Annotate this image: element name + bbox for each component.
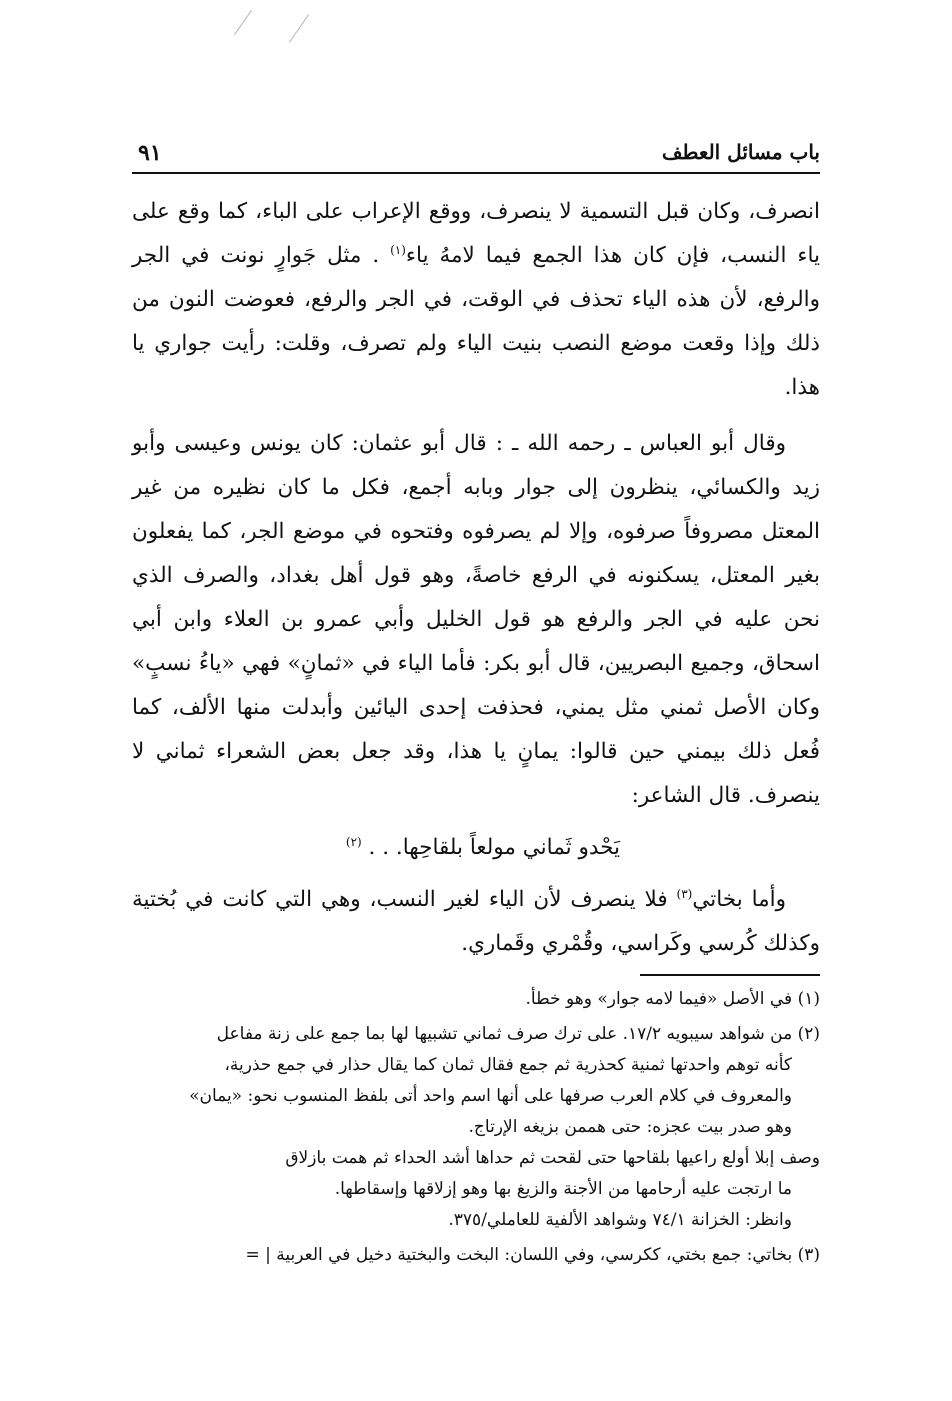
footnote-line: (٣) بخاتي: جمع بختي، ككرسي، وفي اللسان: البخت والبختية دخيل في العربية | = <box>245 1245 820 1265</box>
footnote-line: كأنه توهم واحدتها ثمنية كحذرية ثم جمع فقال ثمان كما يقال حذار في جمع حذرية، <box>224 1055 792 1075</box>
paragraph-2: وقال أبو العباس ـ رحمه الله ـ : قال أبو عثمان: كان يونس وعيسى وأبو زيد والكسائي، ينظرون إلى جوار وبابه أجمع، فكل ما كان نظيره من غير المعتل مصروفاً صرفوه، وإلا لم يصرفوه وفتحوه في موضع الجر، كما يفعلون بغير المعتل، يسكنونه في الرفع خاصةً، وهو قول أهل بغداد، والصرف الذي نحن عليه في الجر والرفع هو قول الخليل وأبي عمرو بن العلاء وابن أبي اسحاق، وجميع البصريين، قال أبو بكر: فأما الياء في «ثمانٍ» فهي «ياءُ نسبٍ» وكان الأصل ثمني مثل يمني، فحذفت إحدى اليائين وأبدلت منها الألف، كما فُعل ذلك بيمني حين قالوا: يمانٍ يا هذا، وقد جعل بعض الشعراء ثماني لا ينصرف. قال الشاعر: <box>132 431 820 808</box>
footnote-line: وهو صدر بيت عجزه: حتى هممن بزيغه الإرتاج. <box>468 1117 792 1137</box>
header-rule <box>132 172 820 174</box>
scan-mark <box>234 10 252 35</box>
verse-text: يَحْدو ثَماني مولعاً بلقاحِها. . . <box>361 835 620 860</box>
footnotes <box>132 984 820 1271</box>
footnote-line: ما ارتجت عليه أرحامها من الأجنة والزيغ بها وهو إزلاقها وإسقاطها. <box>334 1179 792 1199</box>
footnote-line: (١) في الأصل «فيما لامه جوار» وهو خطأ. <box>525 989 820 1009</box>
page-header <box>132 140 820 174</box>
footnote-ref-2: (٢) <box>345 834 362 849</box>
paragraph-3-text: وأما بخاتي <box>692 887 786 912</box>
paragraph-1-text-end: . مثل جَوارٍ نونت في الجر والرفع، لأن هذه الياء تحذف في الوقت، في الجر والرفع، فعوضت النون من ذلك وإذا وقعت موضع النصب بنيت الياء ولم تصرف، وقلت: رأيت جواري يا هذا. <box>132 243 820 400</box>
main-text <box>132 190 820 966</box>
running-title: باب مسائل العطف <box>661 140 820 164</box>
scan-mark <box>289 14 309 42</box>
paragraph-3 <box>132 878 820 966</box>
footnote-line: وانظر: الخزانة ٧٤/١ وشواهد الألفية للعاملي/٣٧٥. <box>448 1210 792 1230</box>
footnote-line: وصف إبلا أولع راعيها بلقاحها حتى لقحت ثم حداها أشد الحداء ثم همت بازلاق <box>285 1148 820 1168</box>
paragraph-1-text: انصرف، وكان قبل التسمية لا ينصرف، ووقع الإعراب على الباء، كما وقع على ياء النسب، فإن كان هذا الجمع فيما لامهُ ياء <box>132 199 820 268</box>
paragraph-1 <box>132 190 820 410</box>
poetry-verse <box>132 826 820 870</box>
footnote-rule <box>640 974 820 976</box>
footnote-line: والمعروف في كلام العرب صرفها على أنها اسم واحد أتى بلفظ المنسوب نحو: «يمان» <box>189 1086 792 1106</box>
footnote-ref-1: (١) <box>390 242 406 257</box>
footnote-line: (٢) من شواهد سيبويه ١٧/٢. على ترك صرف ثماني تشبيها لها بما جمع على زنة مفاعل <box>216 1024 820 1044</box>
footnote-ref-3: (٣) <box>676 886 693 901</box>
paragraph-3-text-end: فلا ينصرف لأن الياء لغير النسب، وهي التي كانت في بُختية وكذلك كُرسي وكَراسي، وقُمْري وقَماري. <box>132 887 820 956</box>
page-number: ٩١ <box>138 140 162 166</box>
